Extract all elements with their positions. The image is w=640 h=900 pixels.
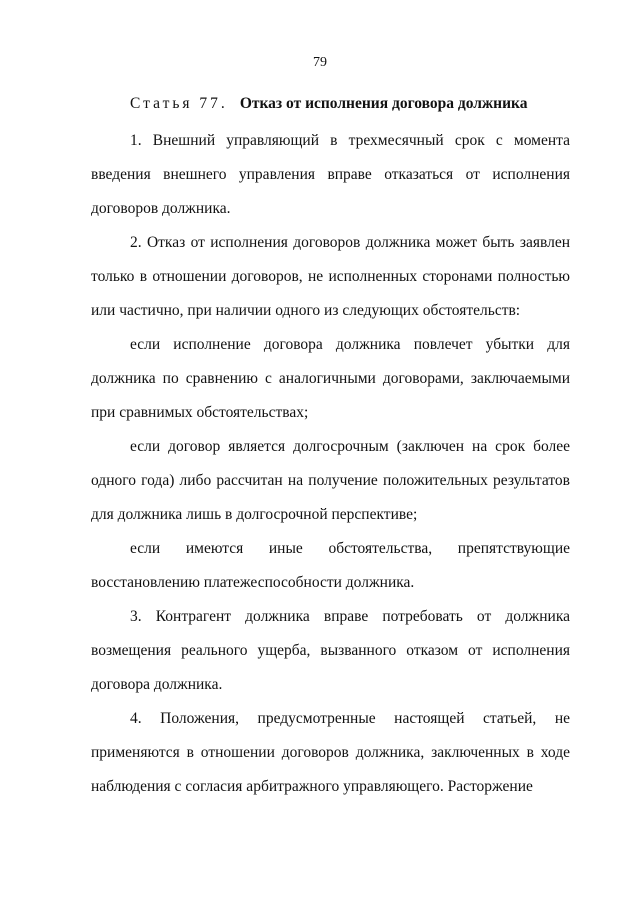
paragraph-2-condition-2: если договор является долгосрочным (заключен на срок более одного года) либо рассчитан на получение положительных результатов для должника лишь в долгосрочной перспективе; [91, 438, 570, 523]
paragraph-2: 2. Отказ от исполнения договоров должника может быть заявлен только в отношении договоров, не исполненных сторонами полностью или частично, при наличии одного из следующих обстоятельств: [91, 234, 570, 319]
paragraph-2-condition-1: если исполнение договора должника повлечет убытки для должника по сравнению с аналогичными договорами, заключаемыми при сравнимых обстоятельствах; [91, 336, 570, 421]
paragraph-1: 1. Внешний управляющий в трехмесячный срок с момента введения внешнего управления вправе отказаться от исполнения договоров должника. [91, 132, 570, 217]
article-body [91, 124, 570, 804]
page-number: 79 [313, 55, 327, 70]
article-label: Статья 77. [130, 95, 228, 112]
paragraph-2-condition-3: если имеются иные обстоятельства, препятствующие восстановлению платежеспособности должника. [91, 540, 570, 591]
article-title: Отказ от исполнения договора должника [239, 95, 528, 112]
paragraph-3: 3. Контрагент должника вправе потребовать от должника возмещения реального ущерба, вызванного отказом от исполнения договора должника. [91, 608, 570, 693]
paragraph-4: 4. Положения, предусмотренные настоящей статьей, не применяются в отношении договоров должника, заключенных в ходе наблюдения с согласия арбитражного управляющего. Расторжение [91, 710, 570, 795]
article-heading [130, 94, 580, 114]
